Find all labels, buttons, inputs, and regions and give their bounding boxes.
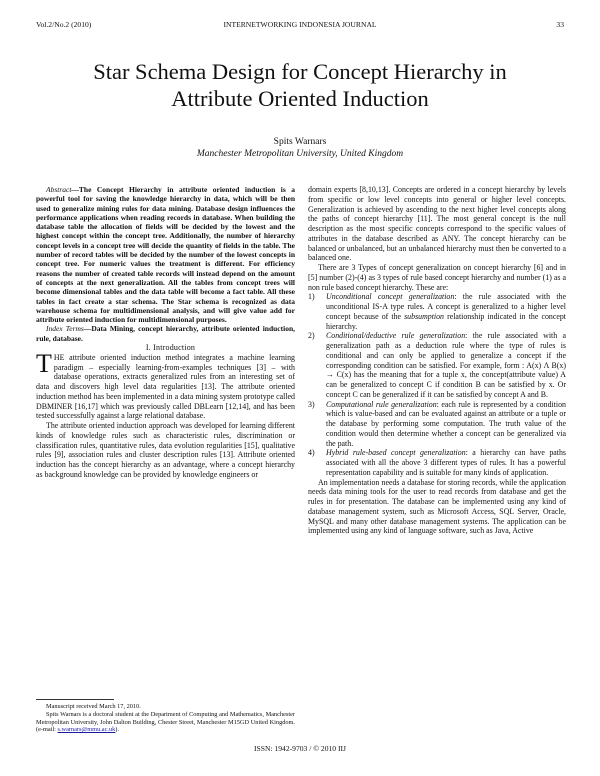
footnote-received: Manuscript received March 17, 2010. <box>46 703 141 710</box>
author-affiliation: Manchester Metropolitan University, United Kingdom <box>196 149 404 159</box>
list-item-text: : each rule is represented by a condition which is value-based and can be evaluated against an attribute or a tuple or the database by performing some computation. The truth value of the condition would then determine whether a concept can be generalized via the path. <box>326 399 566 448</box>
running-header <box>36 20 564 34</box>
author-email-link[interactable]: s.warnars@mmu.ac.uk <box>57 726 116 734</box>
list-item <box>308 292 566 331</box>
journal-name: INTERNETWORKING INDONESIA JOURNAL <box>223 20 377 29</box>
footnote-rule <box>36 699 114 700</box>
list-item <box>308 331 566 399</box>
list-item-heading: Hybrid rule-based concept generalization <box>326 448 466 458</box>
list-item-number: 3) <box>308 399 315 409</box>
footnotes <box>36 699 295 734</box>
list-item-number: 1) <box>308 292 315 302</box>
left-column <box>36 185 295 480</box>
footnote-bio-end: ). <box>115 726 119 734</box>
list-item <box>308 448 566 477</box>
intro-paragraph-2: The attribute oriented induction approach was developed for learning different kinds of knowledge rules such as characteristic rules, discrimination or classification rules, quantitative rules, data evolution regularities [15], qualitative rules [9], association rules and cluster description rules [13]. Attribute oriented induction has the concept hierarchy as an advantage, where a concept hierarchy as background knowledge can be provided by knowledge engineers or <box>36 421 295 479</box>
list-item-heading: Conditional/deductive rule generalization <box>326 331 466 341</box>
volume-label: Vol.2/No.2 (2010) <box>36 20 92 29</box>
list-item-tail: relationship indicated in the concept hierarchy. <box>326 311 566 331</box>
list-item-text: : the rule associated with the unconditional IS-A type rules. A concept is generalized to a higher level concept because of the <box>326 292 566 321</box>
list-item-number: 2) <box>308 331 315 341</box>
intro-paragraph-1-text: HE attribute oriented induction method integrates a machine learning paradigm – especially learning-from-examples techniques [3] – with database operations, extracts generalized rules from an interesting set of data and discovers high level data regularities [13]. The attribute oriented induction method has been implemented in a data mining system prototype called DBMINER [16,17] which was previously called DBLearn [12,14], and has been tested successfully against a large relational database. <box>36 352 295 421</box>
section-heading: I. Introduction <box>145 343 196 353</box>
list-item-heading: Unconditional concept generalization <box>326 292 455 302</box>
right-paragraph-3: An implementation needs a database for storing records, while the application needs data mining tools for the user to read records from database and get the rules in for presentation. The database can be implemented using any kind of database management system, such as Microsoft Access, SQL Server, Oracle, MySQL and many other database management systems. The application can be implemented using any kind of language software, such as Java, Active <box>308 477 566 536</box>
list-item <box>308 400 566 449</box>
generalization-list <box>308 292 566 477</box>
abstract-label: Abstract <box>46 185 72 194</box>
title-line-1: Star Schema Design for Concept Hierarchy in <box>93 59 507 84</box>
author-block <box>36 136 564 160</box>
footnote-bio <box>36 711 295 734</box>
list-item-number: 4) <box>308 448 315 458</box>
abstract-text: —The Concept Hierarchy in attribute oriented induction is a powerful tool for saving the knowledge hierarchy in data, which will be then used to generalize mining rules for data mining. Database design influences the performance applications when reading records in database. When building the database table the allocation of fields will be decided by the lowest and the highest concept within the concept tree. Additionally, the number of hierarchy concept levels in a concept tree will decide the quantity of fields in the table. The number of record tables will be decided by the number of the lowest concepts in concept tree. For numeric values the treatment is different. For efficiency reasons the number of created table records will instead depend on the amount of concepts at the next generalization. All the tables from concept trees will become dimensional tables and the data table will become a fact table. All these tables in fact create a star schema. The Star schema is recognized as data warehouse schema for multidimensional analysis, and will give value add for attribute oriented induction for multidimensional purposes. <box>36 185 295 325</box>
footnote-bio-text: Spits Warnars is a doctoral student at the Department of Computing and Mathematics, Manchester Metropolitan University, John Dalton Building, Chester Street, Manchester M15GD United Kingdom. (e-mail: <box>36 710 295 734</box>
page-footer: ISSN: 1942-9703 / © 2010 IIJ <box>253 744 347 753</box>
drop-cap: T <box>36 348 52 378</box>
list-item-heading: Computational rule generalization <box>326 399 437 409</box>
right-paragraph-1: domain experts [8,10,13]. Concepts are ordered in a concept hierarchy by levels from specific or low level concepts into general or higher level concepts. Generalization is achieved by ascending to the next higher level concepts along the paths of concept hierarchy [11]. The most general concept is the null description as the most specific concepts correspond to the specific values of attributes in the database described as ANY. The concept hierarchy can be balanced or unbalanced, but an unbalanced hierarchy must then be converted to a balanced one. <box>308 185 566 263</box>
list-item-text: : a hierarchy can have paths associated with all the above 3 different types of rules. It has a powerful representation capability and is suitable for many kinds of application. <box>326 448 566 477</box>
index-terms-label: Index Terms <box>46 324 84 334</box>
abstract <box>36 185 295 324</box>
author-name: Spits Warnars <box>273 137 327 147</box>
title-line-2: Attribute Oriented Induction <box>171 86 429 111</box>
index-terms <box>36 324 295 343</box>
index-terms-text: —Data Mining, concept hierarchy, attribute oriented induction, rule, database. <box>36 324 295 343</box>
right-paragraph-2: There are 3 Types of concept generalization on concept hierarchy [6] and in [5] number (2)-(4) as 3 types of rule based concept hierarchy and number (1) as a non rule based concept hierarchy. These are: <box>308 263 566 292</box>
right-column <box>308 185 566 536</box>
list-item-text: : the rule associated with a generalization path as a deduction rule where the type of rules is conditional and can only be applied to generalize a concept if the corresponding condition can be satisfied. For example, form : A(x) Λ B(x) → C(x) has the meaning that for a tuple x, the concept(attribute value) A can be generalized to concept C if condition B can be satisfied by x. Or concept C can be generalized if it can be satisfied by concept A and B. <box>326 331 567 399</box>
paper-title <box>36 58 564 112</box>
page-number: 33 <box>556 20 564 29</box>
list-item-emphasis: subsumption <box>404 311 445 321</box>
